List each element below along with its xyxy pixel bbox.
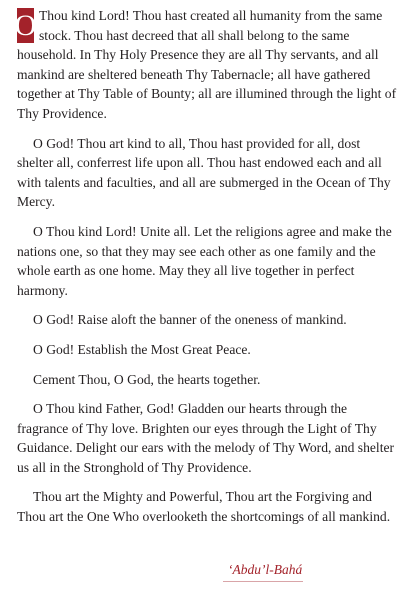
author-signature: ‘Abdu’l-Bahá [228,562,303,577]
paragraph-1 [14,6,399,124]
paragraph-2: O God! Thou art kind to all, Thou hast provided for all, dost shelter all, conferrest life upon all. Thou hast endowed each and all with talents and faculties, and all are submerged in the Ocean of Thy Mercy. [17,135,391,210]
paragraph-1-text: Thou kind Lord! Thou hast created all humanity from the same stock. Thou hast decreed that all shall belong to the same household. In Thy Holy Presence they are all Thy servants, and all mankind are sheltered beneath Thy Tabernacle; all have gathered together at Thy Table of Bounty; all are illumined through the light of Thy Providence. [17,8,397,121]
drop-cap: O [14,8,37,42]
paragraph-3: O Thou kind Lord! Unite all. Let the religions agree and make the nations one, so that they may see each other as one family and the whole earth as one home. May they all live together in perfect harmony. [17,223,392,298]
paragraph-6: Cement Thou, O God, the hearts together. [33,371,261,387]
prayer-body [14,6,399,537]
paragraph-4: O God! Raise aloft the banner of the oneness of mankind. [33,312,347,328]
paragraph-8: Thou art the Mighty and Powerful, Thou art the Forgiving and Thou art the One Who overlooketh the shortcomings of all mankind. [17,489,391,525]
paragraph-7: O Thou kind Father, God! Gladden our hearts through the fragrance of Thy love. Brighten our eyes through the Light of Thy Guidance. Delight our ears with the melody of Thy Word, and shelter us all in the Stronghold of Thy Providence. [17,401,395,475]
signature-underline [223,581,303,582]
paragraph-5: O God! Establish the Most Great Peace. [33,341,251,357]
